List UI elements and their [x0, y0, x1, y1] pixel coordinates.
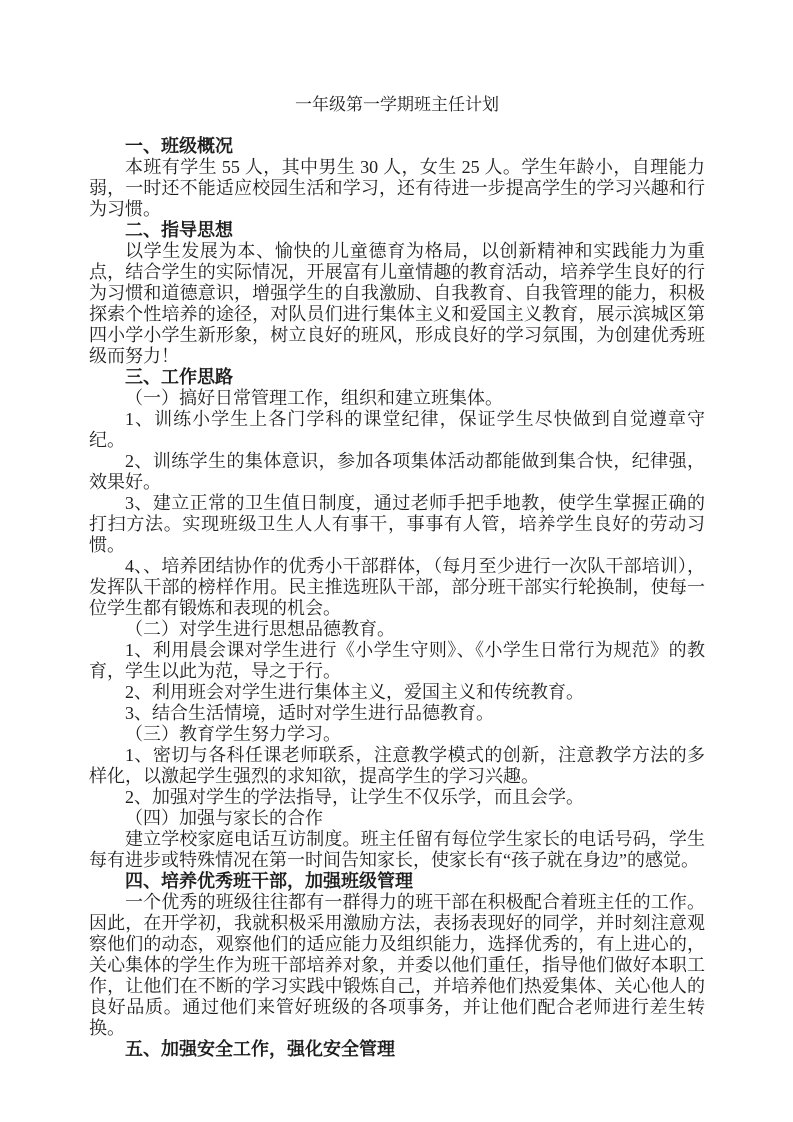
document-content: [89, 94, 705, 1060]
section-3-paragraph-13: （四）加强与家长的合作: [125, 808, 323, 828]
section-3-paragraph-11: 1、密切与各科任课老师联系，注意教学模式的创新，注意教学方法的多样化，以激起学生强烈的求知欲，提高学生的学习兴趣。: [89, 745, 705, 786]
section-heading-5: 五、加强安全工作，强化安全管理: [125, 1039, 395, 1059]
section-3-paragraph-12: 2、加强对学生的学法指导，让学生不仅乐学，而且会学。: [125, 787, 584, 807]
section-3-paragraph-6: （二）对学生进行思想品德教育。: [125, 619, 395, 639]
section-3-paragraph-14: 建立学校家庭电话互访制度。班主任留有每位学生家长的电话号码，学生每有进步或特殊情况在第一时间告知家长，使家长有“孩子就在身边”的感觉。: [89, 829, 705, 870]
document-title: 一年级第一学期班主任计划: [295, 95, 499, 114]
section-2-paragraph-1: 以学生发展为本、愉快的儿童德育为格局，以创新精神和实践能力为重点，结合学生的实际情况，开展富有儿童情趣的教育活动，培养学生良好的行为习惯和道德意识，增强学生的自我激励、自我教育、自我管理的能力，积极探索个性培养的途径，对队员们进行集体主义和爱国主义教育，展示滨城区第四小学小学生新形象，树立良好的班风，形成良好的学习氛围，为创建优秀班级而努力！: [89, 241, 705, 366]
section-1-paragraph-1: 本班有学生 55 人，其中男生 30 人，女生 25 人。学生年龄小，自理能力弱，一时还不能适应校园生活和学习，还有待进一步提高学生的学习兴趣和行为习惯。: [89, 157, 705, 219]
section-heading-3: 三、工作思路: [125, 367, 233, 387]
section-heading-1: 一、班级概况: [125, 136, 233, 156]
section-3-paragraph-9: 3、结合生活情境，适时对学生进行品德教育。: [125, 703, 494, 723]
section-3-paragraph-3: 2、训练学生的集体意识，参加各项集体活动都能做到集合快，纪律强，效果好。: [89, 451, 705, 492]
section-3-paragraph-1: （一）搞好日常管理工作，组织和建立班集体。: [125, 388, 503, 408]
section-heading-2: 二、指导思想: [125, 220, 233, 240]
section-heading-4: 四、培养优秀班干部，加强班级管理: [125, 871, 413, 891]
section-3-paragraph-7: 1、利用晨会课对学生进行《小学生守则》、《小学生日常行为规范》的教育，学生以此为范，导之于行。: [89, 640, 705, 681]
section-3-paragraph-2: 1、训练小学生上各门学科的课堂纪律，保证学生尽快做到自觉遵章守纪。: [89, 409, 705, 450]
section-3-paragraph-5: 4、、培养团结协作的优秀小干部群体，（每月至少进行一次队干部培训），发挥队干部的榜样作用。民主推选班队干部，部分班干部实行轮换制，使每一位学生都有锻炼和表现的机会。: [89, 556, 705, 618]
section-3-paragraph-10: （三）教育学生努力学习。: [125, 724, 341, 744]
section-4-paragraph-1: 一个优秀的班级往往都有一群得力的班干部在积极配合着班主任的工作。因此，在开学初，我就积极采用激励方法，表扬表现好的同学，并时刻注意观察他们的动态，观察他们的适应能力及组织能力，选择优秀的，有上进心的，关心集体的学生作为班干部培养对象，并委以他们重任，指导他们做好本职工作，让他们在不断的学习实践中锻炼自己，并培养他们热爱集体、关心他人的良好品质。通过他们来管好班级的各项事务，并让他们配合老师进行差生转换。: [89, 892, 705, 1038]
section-3-paragraph-4: 3、建立正常的卫生值日制度，通过老师手把手地教，使学生掌握正确的打扫方法。实现班级卫生人人有事干，事事有人管，培养学生良好的劳动习惯。: [89, 493, 705, 555]
document-sections: [89, 136, 705, 1060]
section-3-paragraph-8: 2、利用班会对学生进行集体主义，爱国主义和传统教育。: [125, 682, 584, 702]
